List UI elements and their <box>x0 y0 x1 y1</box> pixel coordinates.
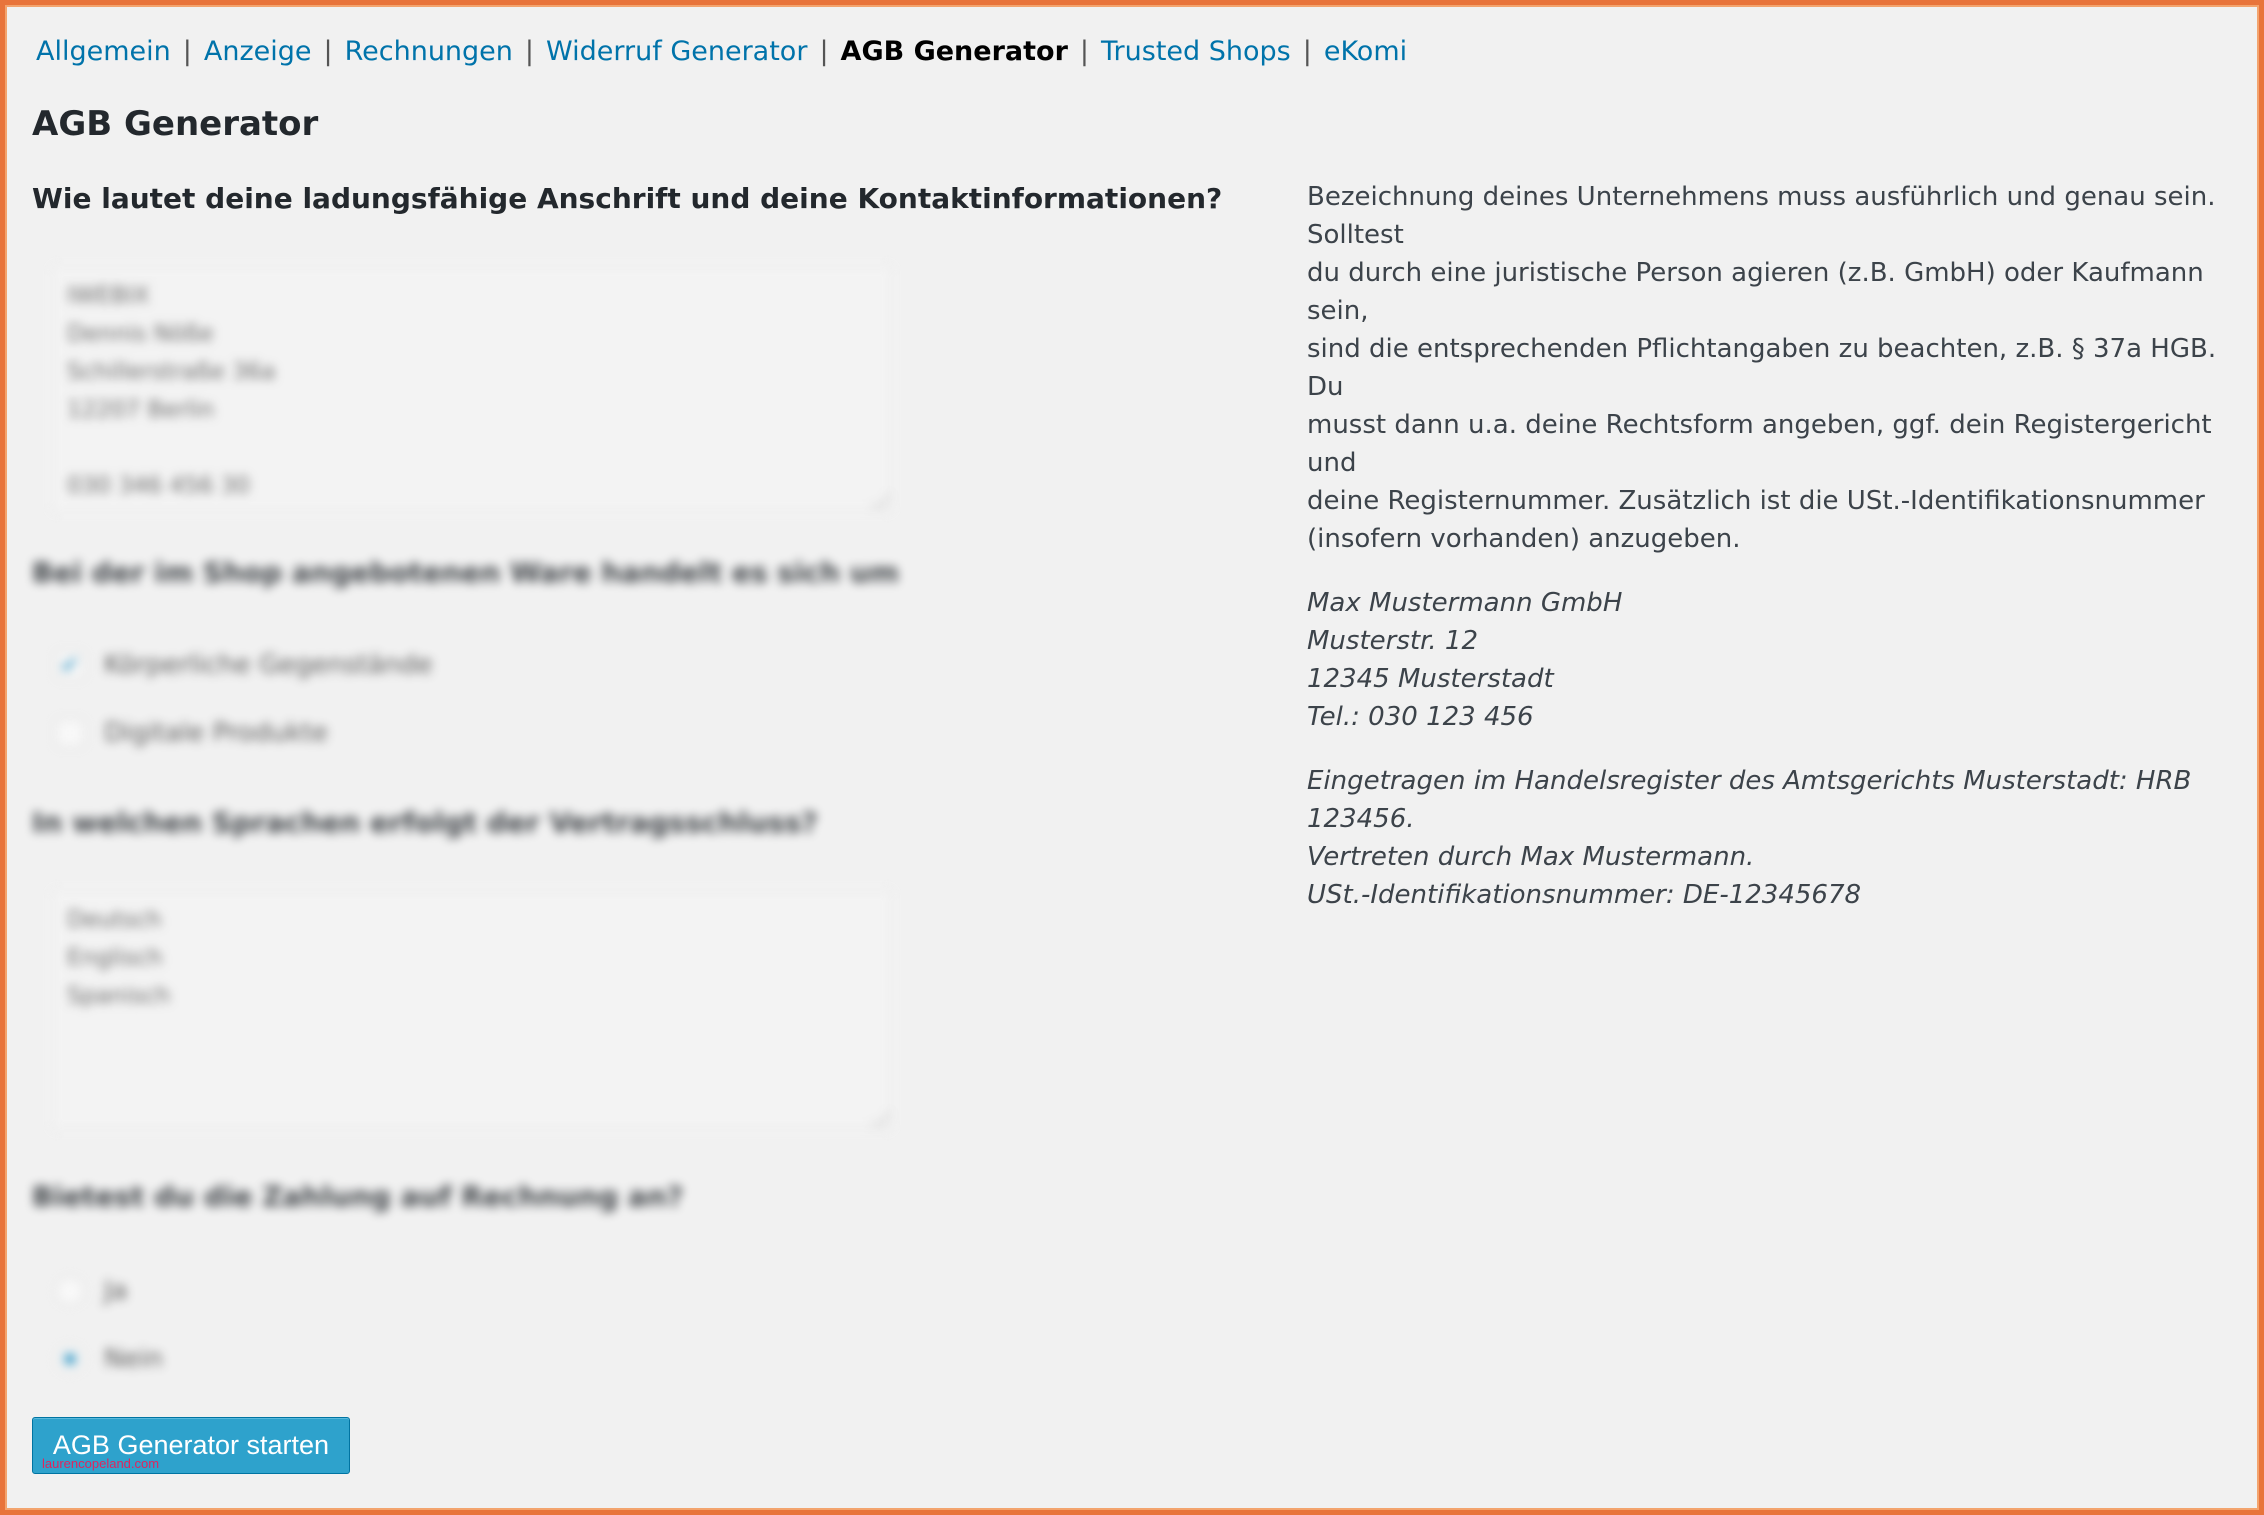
textarea-line: Englisch <box>67 945 163 971</box>
example-line: 12345 Musterstadt <box>1307 664 1554 694</box>
radio-unselected[interactable] <box>56 1277 84 1305</box>
tab-agb-generator[interactable]: AGB Generator <box>840 36 1068 67</box>
tab-separator: | <box>323 36 333 67</box>
textarea-line: IWEBIX <box>67 283 150 309</box>
question-address: Wie lautet deine ladungsfähige Anschrift und deine Kontaktinformationen? <box>32 182 1223 215</box>
tab-widerruf-generator[interactable]: Widerruf Generator <box>546 36 808 67</box>
textarea-line: Deutsch <box>67 907 162 933</box>
help-line: deine Registernummer. Zusätzlich ist die USt.-Identifikationsnummer <box>1307 486 2205 516</box>
checkbox-checked[interactable] <box>56 651 84 679</box>
textarea-line: Dennis Nöße <box>67 321 214 347</box>
help-line: musst dann u.a. deine Rechtsform angeben, ggf. dein Registergericht und <box>1307 410 2212 478</box>
resize-handle-icon[interactable] <box>870 1111 889 1125</box>
tab-anzeige[interactable]: Anzeige <box>203 36 312 67</box>
tab-allgemein[interactable]: Allgemein <box>36 36 171 67</box>
tab-rechnungen[interactable]: Rechnungen <box>344 36 513 67</box>
radio-dot-icon <box>64 1353 76 1365</box>
option-physical-goods[interactable] <box>56 650 433 680</box>
help-line: sind die entsprechenden Pflichtangaben zu beachten, z.B. § 37a HGB. Du <box>1307 334 2217 402</box>
tab-separator: | <box>182 36 192 67</box>
checkmark-icon: ✔ <box>59 651 81 679</box>
option-yes[interactable] <box>56 1276 128 1306</box>
settings-tabs <box>36 34 1407 70</box>
question-goods-type: Bei der im Shop angebotenen Ware handelt es sich um <box>32 556 899 589</box>
tab-separator: | <box>819 36 829 67</box>
example-line: USt.-Identifikationsnummer: DE-12345678 <box>1307 880 1862 910</box>
help-line: (insofern vorhanden) anzugeben. <box>1307 524 1741 554</box>
option-no[interactable] <box>56 1344 163 1374</box>
tab-trusted-shops[interactable]: Trusted Shops <box>1101 36 1291 67</box>
option-label: Körperliche Gegenstände <box>104 650 433 680</box>
help-example-register <box>1307 762 2247 914</box>
page-title: AGB Generator <box>32 104 319 144</box>
option-label: Ja <box>104 1276 128 1306</box>
option-label: Nein <box>104 1344 164 1374</box>
question-invoice-payment: Bietest du die Zahlung auf Rechnung an? <box>32 1180 684 1213</box>
tab-separator: | <box>524 36 535 67</box>
checkbox-unchecked[interactable] <box>56 719 84 747</box>
help-intro <box>1307 178 2247 558</box>
question-languages: In welchen Sprachen erfolgt der Vertragsschluss? <box>32 806 818 839</box>
tab-ekomi[interactable]: eKomi <box>1323 36 1408 67</box>
example-line: Eingetragen im Handelsregister des Amtsgerichts Musterstadt: HRB 123456. <box>1307 766 2192 834</box>
example-line: Vertreten durch Max Mustermann. <box>1307 842 1755 872</box>
help-panel <box>1307 178 2247 940</box>
help-line: du durch eine juristische Person agieren (z.B. GmbH) oder Kaufmann sein, <box>1307 258 2204 326</box>
help-example-address <box>1307 584 2247 736</box>
example-line: Musterstr. 12 <box>1307 626 1478 656</box>
tab-separator: | <box>1079 36 1090 67</box>
tab-separator: | <box>1302 36 1312 67</box>
textarea-line: 12207 Berlin <box>67 397 215 423</box>
textarea-line: Spanisch <box>67 983 171 1009</box>
watermark: laurencopeland.com <box>42 1456 160 1471</box>
textarea-line <box>67 429 877 467</box>
languages-textarea[interactable] <box>52 890 892 1130</box>
textarea-line: 030 346 456 30 <box>67 473 250 499</box>
settings-page <box>32 0 2237 1515</box>
example-line: Max Mustermann GmbH <box>1307 588 1623 618</box>
help-line: Bezeichnung deines Unternehmens muss ausführlich und genau sein. Solltest <box>1307 182 2216 250</box>
option-label: Digitale Produkte <box>104 718 329 748</box>
radio-selected[interactable] <box>56 1345 84 1373</box>
textarea-line: Schillerstraße 36a <box>67 359 276 385</box>
example-line: Tel.: 030 123 456 <box>1307 702 1534 732</box>
start-agb-generator-button[interactable]: AGB Generator starten <box>32 1417 350 1474</box>
option-digital-products[interactable] <box>56 718 328 748</box>
address-textarea[interactable] <box>52 266 892 512</box>
